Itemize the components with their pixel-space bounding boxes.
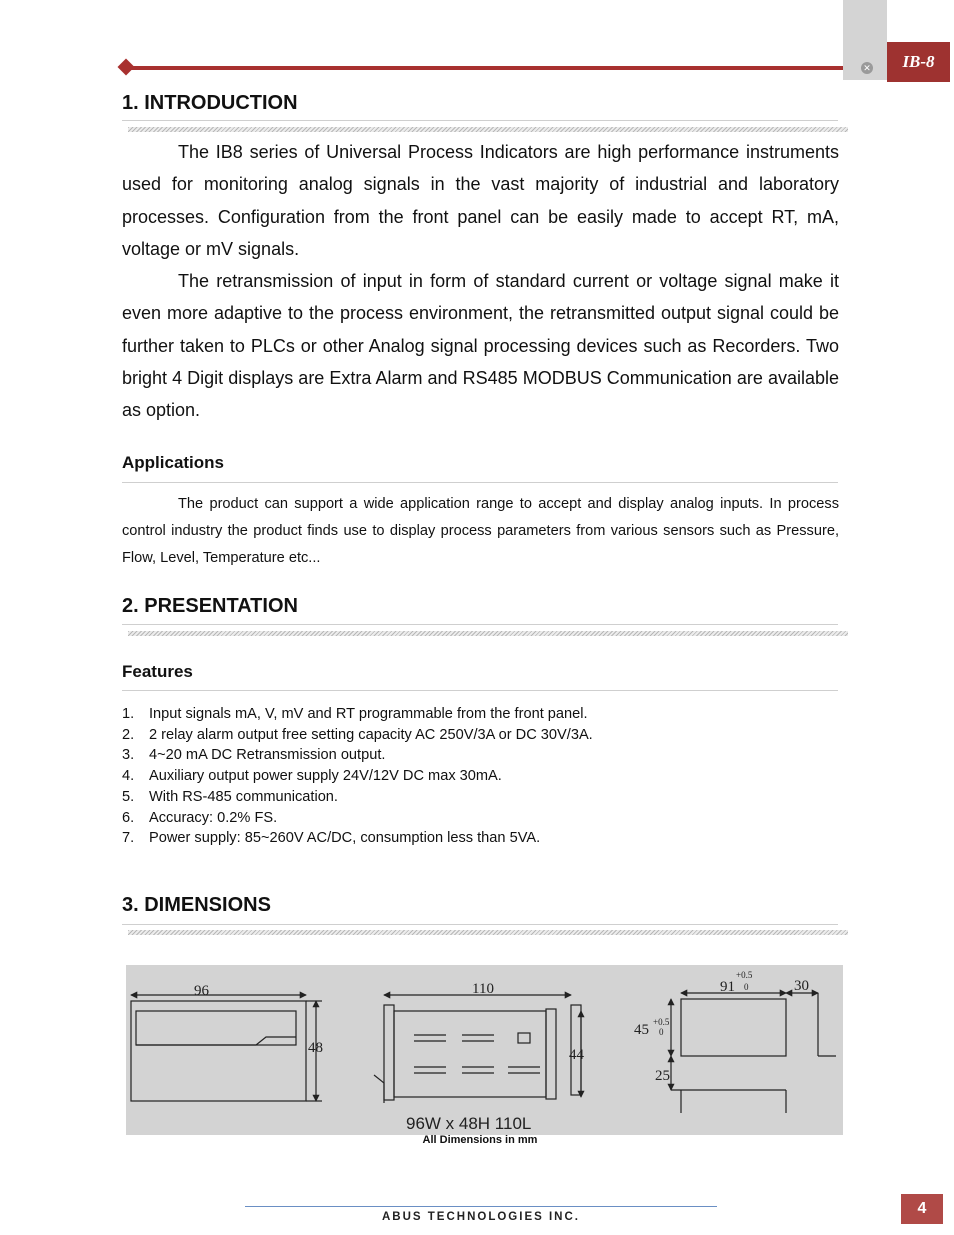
document-code-tab xyxy=(887,42,950,82)
subsection-title-features: Features xyxy=(122,662,193,681)
section-hatch-rule xyxy=(128,930,848,935)
display-window xyxy=(136,1011,296,1045)
subsection-rule xyxy=(122,690,838,691)
cutout-width-label: 91 xyxy=(720,979,735,995)
list-item: 5. With RS-485 communication. xyxy=(122,788,338,805)
intro-paragraph-2: The retransmission of input in form of standard current or voltage signal make it even more adaptive to the process environment, the retransmitted output signal could be further taken to PLCs or other Analog signal processing devices such as Recorders. Two bright 4 Digit displays are Extra Alarm and RS485 MODBUS Communication are available as option. xyxy=(122,271,839,421)
list-item: 6. Accuracy: 0.2% FS. xyxy=(122,809,278,826)
tolerance-bottom-label: 0 xyxy=(744,982,749,992)
close-circle-icon: ✕ xyxy=(861,62,873,74)
footer-rule xyxy=(245,1206,717,1207)
section-hatch-rule xyxy=(128,127,848,132)
side-height-label: 44 xyxy=(569,1047,584,1063)
section-rule xyxy=(122,924,838,925)
cutout-height-label: 45 xyxy=(634,1022,649,1038)
size-label: 96W x 48H 110L xyxy=(406,1114,532,1133)
section-rule xyxy=(122,624,838,625)
section-title-presentation: 2. PRESENTATION xyxy=(122,595,298,617)
front-panel-outline xyxy=(131,1001,306,1101)
section-rule xyxy=(122,120,838,121)
dimensions-figure xyxy=(126,965,843,1135)
subsection-rule xyxy=(122,482,838,483)
section-title-introduction: 1. INTRODUCTION xyxy=(122,92,298,114)
list-item: 4. Auxiliary output power supply 24V/12V DC max 30mA. xyxy=(122,768,502,785)
tolerance-top-label: +0.5 xyxy=(653,1017,670,1027)
list-item: 3. 4~20 mA DC Retransmission output. xyxy=(122,747,386,764)
list-item: 1. Input signals mA, V, mV and RT programmable from the front panel. xyxy=(122,706,588,722)
header-diamond xyxy=(118,59,135,76)
document-code: IB-8 xyxy=(902,52,935,71)
tolerance-top-label: +0.5 xyxy=(736,970,753,980)
gap-v-label: 25 xyxy=(655,1068,670,1084)
features-list xyxy=(122,704,822,849)
footer-company: ABUS TECHNOLOGIES INC. xyxy=(382,1211,580,1223)
front-height-label: 48 xyxy=(308,1040,323,1056)
tolerance-bottom-label: 0 xyxy=(659,1027,664,1037)
header-rule xyxy=(124,66,844,70)
front-width-label: 96 xyxy=(194,983,209,999)
side-length-label: 110 xyxy=(472,981,494,997)
section-title-dimensions: 3. DIMENSIONS xyxy=(122,894,271,916)
gap-h-label: 30 xyxy=(794,978,809,994)
dimensions-drawing xyxy=(126,965,843,1135)
applications-paragraph: The product can support a wide application range to accept and display analog inputs. In process control industry the product finds use to display process parameters from various sensors such as Pressure, Flow, Level, Temperature etc... xyxy=(122,496,839,566)
panel-cutout xyxy=(681,999,786,1056)
section-hatch-rule xyxy=(128,631,848,636)
side-bezel xyxy=(384,1005,394,1100)
page-number: 4 xyxy=(901,1194,943,1224)
list-item: 2. 2 relay alarm output free setting capacity AC 250V/3A or DC 30V/3A. xyxy=(122,726,593,743)
bezel-line xyxy=(136,1037,296,1045)
figure-caption: All Dimensions in mm xyxy=(422,1134,538,1146)
list-item: 7. Power supply: 85~260V AC/DC, consumption less than 5VA. xyxy=(122,830,541,847)
side-body xyxy=(394,1011,546,1097)
intro-paragraph-1: The IB8 series of Universal Process Indicators are high performance instruments used for monitoring analog signals in the vast majority of industrial and laboratory processes. Configuration from the front panel can be easily made to accept RT, mA, voltage or mV signals. xyxy=(122,142,839,259)
subsection-title-applications: Applications xyxy=(122,453,225,472)
